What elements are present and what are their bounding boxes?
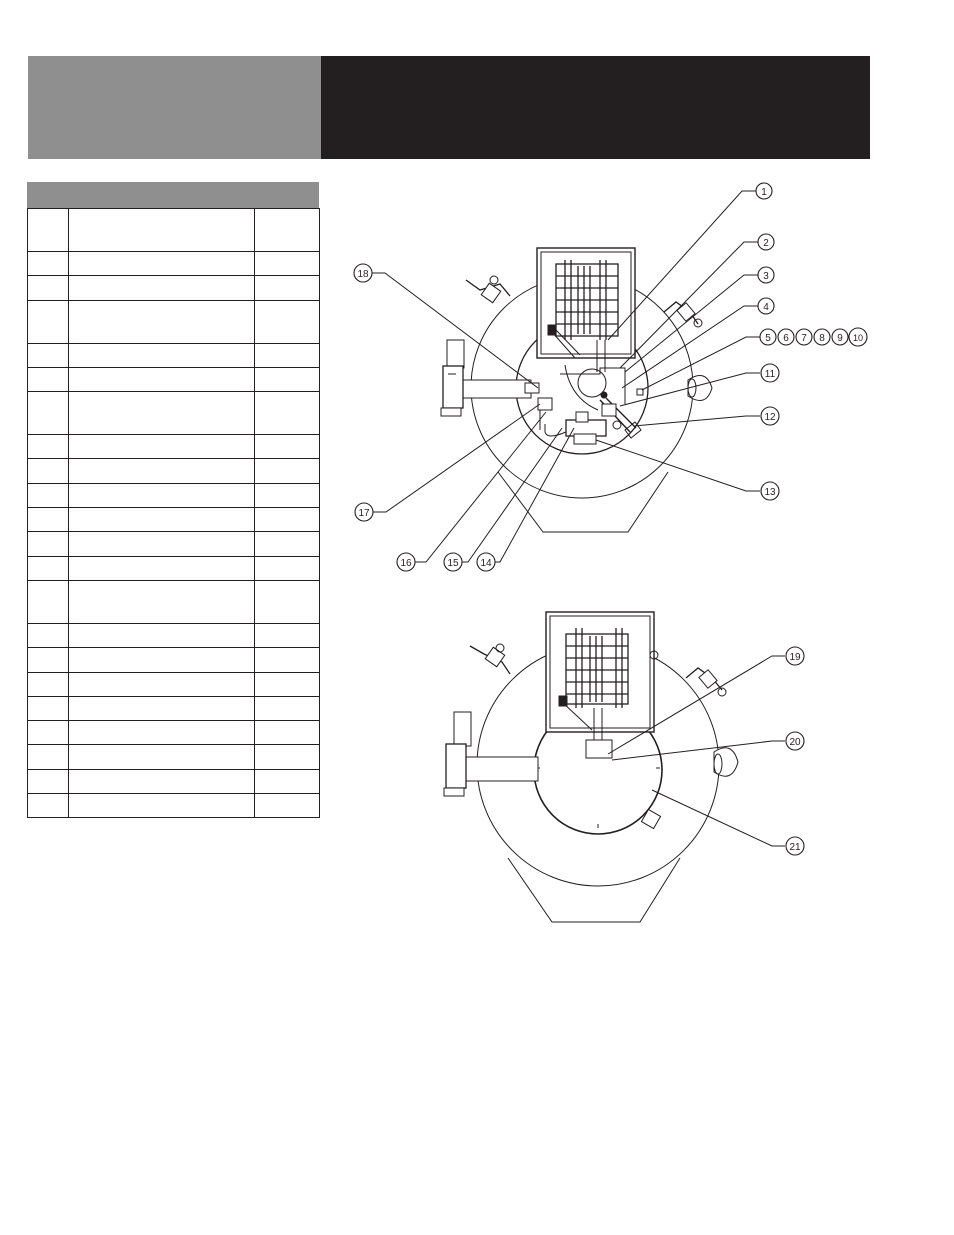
- callout-6: [778, 329, 794, 345]
- parts-table-description-cell: [69, 392, 255, 435]
- parts-table-item-cell: [28, 367, 69, 391]
- parts-table-description-cell: [69, 276, 255, 300]
- parts-table-row: [28, 532, 320, 556]
- parts-table-part-number-cell: [255, 367, 320, 391]
- parts-table-row: [28, 209, 320, 252]
- parts-table-description-cell: [69, 209, 255, 252]
- callout-8-label: 8: [819, 333, 825, 344]
- parts-table-item-cell: [28, 794, 69, 818]
- parts-table-item-cell: [28, 769, 69, 793]
- callout-9: [832, 329, 848, 345]
- parts-table-item-cell: [28, 459, 69, 483]
- parts-table-part-number-cell: [255, 745, 320, 769]
- parts-table-part-number-cell: [255, 276, 320, 300]
- parts-table-part-number-cell: [255, 696, 320, 720]
- parts-table-item-cell: [28, 672, 69, 696]
- parts-table-item-cell: [28, 343, 69, 367]
- parts-table-description-cell: [69, 459, 255, 483]
- callout-1-label: 1: [761, 187, 767, 198]
- parts-table-item-cell: [28, 392, 69, 435]
- parts-table-row: [28, 276, 320, 300]
- parts-table-description-cell: [69, 721, 255, 745]
- parts-table-description-cell: [69, 300, 255, 343]
- parts-table-item-cell: [28, 623, 69, 647]
- parts-table-part-number-cell: [255, 343, 320, 367]
- parts-table-part-number-cell: [255, 252, 320, 276]
- parts-table: [27, 208, 320, 818]
- parts-table-part-number-cell: [255, 508, 320, 532]
- parts-table-part-number-cell: [255, 794, 320, 818]
- parts-table-item-cell: [28, 721, 69, 745]
- parts-table-row: [28, 392, 320, 435]
- callout-17: [355, 503, 373, 521]
- parts-table-description-cell: [69, 648, 255, 672]
- callout-17-label: 17: [358, 508, 370, 519]
- callout-18-label: 18: [357, 269, 369, 280]
- parts-table-item-cell: [28, 556, 69, 580]
- parts-table-part-number-cell: [255, 648, 320, 672]
- parts-table-row: [28, 343, 320, 367]
- callout-18: [354, 264, 372, 282]
- callout-21: [786, 837, 804, 855]
- callout-3-label: 3: [763, 271, 769, 282]
- callout-2: [758, 234, 774, 250]
- callout-16: [397, 553, 415, 571]
- parts-table-part-number-cell: [255, 459, 320, 483]
- parts-table-description-cell: [69, 435, 255, 459]
- top-view-diagram: [441, 248, 712, 532]
- parts-table-row: [28, 648, 320, 672]
- parts-table-row: [28, 435, 320, 459]
- parts-table-row: [28, 721, 320, 745]
- callout-20: [786, 732, 804, 750]
- parts-table-row: [28, 556, 320, 580]
- parts-table-row: [28, 367, 320, 391]
- parts-table-row: [28, 483, 320, 507]
- parts-table-row: [28, 580, 320, 623]
- parts-table-item-cell: [28, 252, 69, 276]
- parts-table-description-cell: [69, 623, 255, 647]
- parts-table-item-cell: [28, 483, 69, 507]
- callout-15: [444, 553, 462, 571]
- callout-19-label: 19: [789, 652, 801, 663]
- parts-table-part-number-cell: [255, 209, 320, 252]
- parts-table-item-cell: [28, 209, 69, 252]
- callout-4: [758, 298, 774, 314]
- callout-10: [849, 328, 867, 346]
- parts-table-row: [28, 794, 320, 818]
- parts-table-item-cell: [28, 745, 69, 769]
- callout-13-label: 13: [764, 487, 776, 498]
- callout-21-label: 21: [789, 842, 801, 853]
- callout-4-label: 4: [763, 302, 769, 313]
- parts-table-part-number-cell: [255, 556, 320, 580]
- parts-table-description-cell: [69, 343, 255, 367]
- parts-table-part-number-cell: [255, 435, 320, 459]
- parts-table-description-cell: [69, 745, 255, 769]
- parts-table-item-cell: [28, 696, 69, 720]
- callout-6-label: 6: [783, 333, 789, 344]
- parts-table-description-cell: [69, 580, 255, 623]
- parts-table-description-cell: [69, 532, 255, 556]
- callout-13: [761, 482, 779, 500]
- callout-5: [760, 329, 776, 345]
- parts-table-part-number-cell: [255, 623, 320, 647]
- parts-table-item-cell: [28, 276, 69, 300]
- header-dark-band: [321, 56, 870, 159]
- bottom-view-diagram: [444, 612, 738, 922]
- parts-table-row: [28, 459, 320, 483]
- parts-table-row: [28, 623, 320, 647]
- parts-table-part-number-cell: [255, 672, 320, 696]
- callout-9-label: 9: [837, 333, 843, 344]
- callout-19: [786, 647, 804, 665]
- parts-table-item-cell: [28, 580, 69, 623]
- parts-table-part-number-cell: [255, 580, 320, 623]
- parts-table-description-cell: [69, 508, 255, 532]
- parts-table-item-cell: [28, 648, 69, 672]
- callout-20-label: 20: [789, 737, 801, 748]
- parts-diagram: [330, 175, 890, 935]
- parts-table-row: [28, 252, 320, 276]
- parts-table-item-cell: [28, 508, 69, 532]
- callout-7-label: 7: [801, 333, 807, 344]
- parts-table-part-number-cell: [255, 392, 320, 435]
- parts-table-part-number-cell: [255, 483, 320, 507]
- parts-table-row: [28, 300, 320, 343]
- callout-14: [477, 553, 495, 571]
- parts-table-header: [27, 182, 319, 208]
- callout-10-label: 10: [852, 333, 864, 343]
- callout-15-label: 15: [447, 558, 459, 569]
- parts-table-row: [28, 745, 320, 769]
- parts-table-part-number-cell: [255, 532, 320, 556]
- parts-table-row: [28, 696, 320, 720]
- parts-table-description-cell: [69, 483, 255, 507]
- parts-table-item-cell: [28, 532, 69, 556]
- callout-2-label: 2: [763, 238, 769, 249]
- callout-7: [796, 329, 812, 345]
- callout-3: [758, 267, 774, 283]
- parts-table-item-cell: [28, 300, 69, 343]
- callout-14-label: 14: [480, 558, 492, 569]
- callout-16-label: 16: [400, 558, 412, 569]
- parts-table-row: [28, 508, 320, 532]
- callout-12: [761, 407, 779, 425]
- parts-table-description-cell: [69, 696, 255, 720]
- parts-table-description-cell: [69, 672, 255, 696]
- callout-11: [761, 364, 779, 382]
- parts-table-description-cell: [69, 556, 255, 580]
- parts-table-row: [28, 672, 320, 696]
- callout-5-label: 5: [765, 333, 771, 344]
- callout-8: [814, 329, 830, 345]
- callout-1: [756, 183, 772, 199]
- parts-table-description-cell: [69, 769, 255, 793]
- parts-table-part-number-cell: [255, 721, 320, 745]
- callout-11-label: 11: [764, 369, 776, 380]
- header-gray-band: [28, 56, 321, 159]
- parts-table-item-cell: [28, 435, 69, 459]
- parts-table-part-number-cell: [255, 300, 320, 343]
- parts-table-description-cell: [69, 794, 255, 818]
- parts-table-description-cell: [69, 367, 255, 391]
- callout-12-label: 12: [764, 412, 776, 423]
- parts-table-description-cell: [69, 252, 255, 276]
- parts-table-row: [28, 769, 320, 793]
- parts-table-part-number-cell: [255, 769, 320, 793]
